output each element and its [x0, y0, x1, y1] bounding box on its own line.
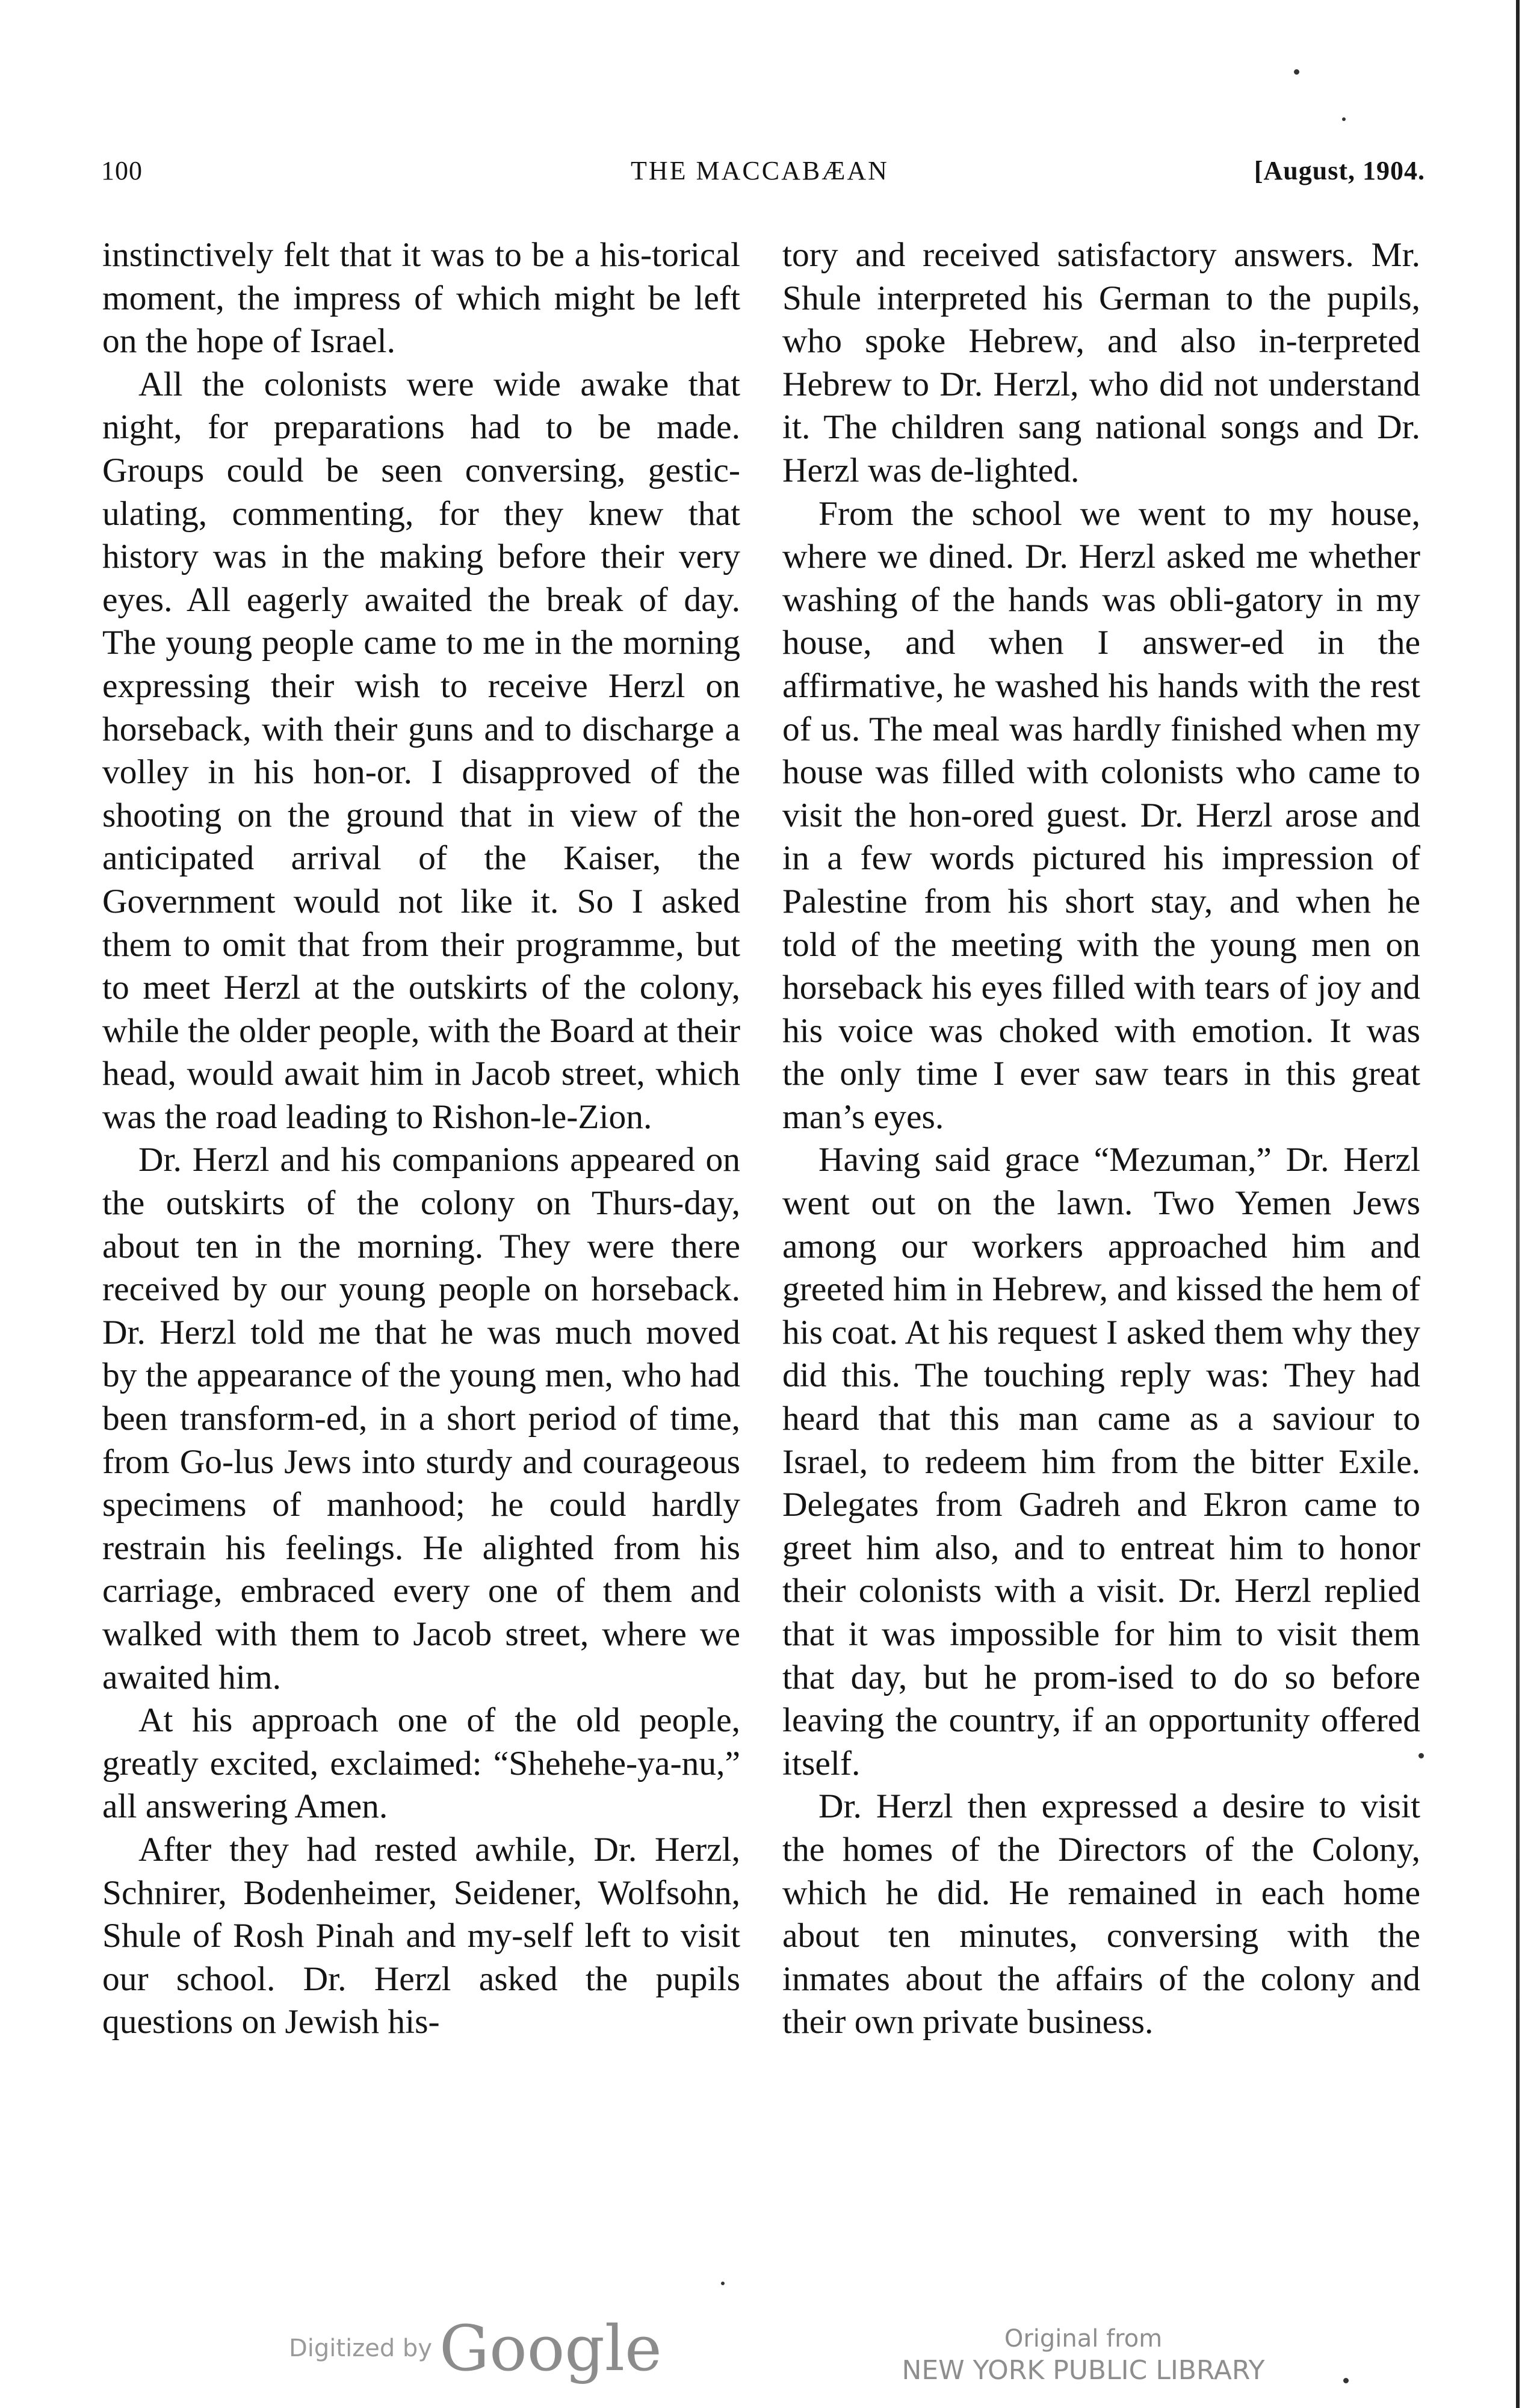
page-number: 100	[101, 156, 143, 185]
paragraph: Dr. Herzl then expressed a desire to visit the homes of the Directors of the Colony, which he did. He remained in each home about ten minutes, conversing with the inmates about the affairs of the colony and their own private business.	[782, 1787, 1420, 2041]
running-header	[101, 149, 1425, 197]
scan-speck	[721, 2282, 725, 2285]
scan-speck	[1343, 2378, 1349, 2383]
running-title: THE MACCABÆAN	[631, 156, 889, 185]
issue-date: [August, 1904.	[1254, 156, 1425, 185]
left-column	[102, 234, 740, 2044]
scan-speck	[1342, 117, 1346, 121]
scan-speck	[1418, 1753, 1424, 1758]
paragraph: At his approach one of the old people, greatly excited, exclaimed: “Shehehe-ya-nu,” all answering Amen.	[102, 1701, 740, 1826]
paragraph: instinctively felt that it was to be a his-torical moment, the impress of which might be left on the hope of Israel.	[102, 236, 740, 361]
original-from-label: Original from	[1004, 2325, 1163, 2353]
library-name: NEW YORK PUBLIC LIBRARY	[902, 2355, 1265, 2386]
scan-edge-line	[1516, 0, 1520, 2408]
digitized-by-label: Digitized by	[289, 2335, 432, 2362]
google-logo: Google	[439, 2312, 662, 2385]
source-attribution	[897, 2324, 1270, 2388]
paragraph: After they had rested awhile, Dr. Herzl, Schnirer, Bodenheimer, Seidener, Wolfsohn, Shule of Rosh Pinah and my-self left to visit our school. Dr. Herzl asked the pupils questions on Jewish his-	[102, 1830, 740, 2041]
right-column	[782, 234, 1420, 2044]
paragraph: Dr. Herzl and his companions appeared on the outskirts of the colony on Thurs-day, about ten in the morning. They were there received by our young people on horseback. Dr. Herzl told me that he was much moved by the appearance of the young men, who had been transform-ed, in a short period of time, from Go-lus Jews into sturdy and courageous specimens of manhood; he could hardly restrain his feelings. He alighted from his carriage, embraced every one of them and walked with them to Jacob street, where we awaited him.	[102, 1141, 740, 1696]
google-watermark	[289, 2312, 662, 2384]
paragraph: From the school we went to my house, where we dined. Dr. Herzl asked me whether washing of the hands was obli-gatory in my house, and when I answer-ed in the affirmative, he washed his hands with the rest of us. The meal was hardly finished when my house was filled with colonists who came to visit the hon-ored guest. Dr. Herzl arose and in a few words pictured his impression of Palestine from his short stay, and when he told of the meeting with the young men on horseback his eyes filled with tears of joy and his voice was choked with emotion. It was the only time I ever saw tears in this great man’s eyes.	[782, 494, 1420, 1136]
paragraph: tory and received satisfactory answers. Mr. Shule interpreted his German to the pupils, who spoke Hebrew, and also in-terpreted Hebrew to Dr. Herzl, who did not understand it. The children sang national songs and Dr. Herzl was de-lighted.	[782, 236, 1420, 489]
paragraph: Having said grace “Mezuman,” Dr. Herzl went out on the lawn. Two Yemen Jews among our workers approached him and greeted him in Hebrew, and kissed the hem of his coat. At his request I asked them why they did this. The touching reply was: They had heard that this man came as a saviour to Israel, to redeem him from the bitter Exile. Delegates from Gadreh and Ekron came to greet him also, and to entreat him to honor their colonists with a visit. Dr. Herzl replied that it was impossible for him to visit them that day, but he prom-ised to do so before leaving the country, if an opportunity offered itself.	[782, 1141, 1420, 1783]
scan-speck	[1294, 69, 1299, 75]
paragraph: All the colonists were wide awake that night, for preparations had to be made. Groups could be seen conversing, gestic-ulating, commenting, for they knew that history was in the making before their very eyes. All eagerly awaited the break of day. The young people came to me in the morning expressing their wish to receive Herzl on horseback, with their guns and to discharge a volley in his hon-or. I disapproved of the shooting on the ground that in view of the anticipated arrival of the Kaiser, the Government would not like it. So I asked them to omit that from their programme, but to meet Herzl at the outskirts of the colony, while the older people, with the Board at their head, would await him in Jacob street, which was the road leading to Rishon-le-Zion.	[102, 365, 740, 1136]
